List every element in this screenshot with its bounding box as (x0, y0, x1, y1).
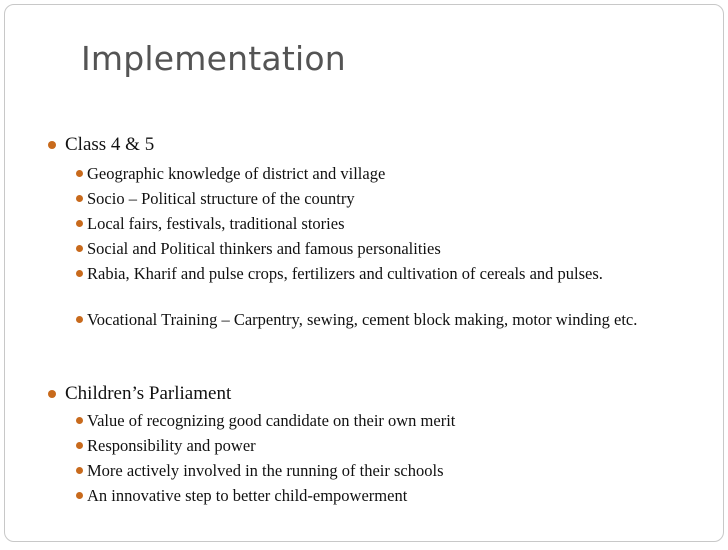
bullet-icon (48, 141, 56, 149)
bullet-icon (76, 316, 83, 323)
slide (4, 4, 724, 542)
bullet-icon (76, 170, 83, 177)
list-item: Local fairs, festivals, traditional stories (87, 214, 345, 233)
list-item: Responsibility and power (87, 436, 256, 455)
list-item: An innovative step to better child-empowerment (87, 486, 408, 505)
list-item: More actively involved in the running of their schools (87, 461, 444, 480)
list-item: Geographic knowledge of district and village (87, 164, 386, 183)
section-heading-childrens-parliament: Children’s Parliament (65, 383, 232, 404)
list-item: Socio – Political structure of the country (87, 189, 355, 208)
bullet-icon (76, 417, 83, 424)
list-item: Rabia, Kharif and pulse crops, fertilizers and cultivation of cereals and pulses. (87, 264, 603, 283)
bullet-icon (76, 442, 83, 449)
bullet-icon (48, 390, 56, 398)
section-heading-class-4-5: Class 4 & 5 (65, 134, 155, 155)
slide-title: Implementation (81, 39, 346, 78)
bullet-icon (76, 467, 83, 474)
bullet-icon (76, 492, 83, 499)
bullet-icon (76, 195, 83, 202)
list-item: Social and Political thinkers and famous personalities (87, 239, 441, 258)
bullet-icon (76, 245, 83, 252)
list-item: Value of recognizing good candidate on their own merit (87, 411, 456, 430)
list-item: Vocational Training – Carpentry, sewing, cement block making, motor winding etc. (87, 310, 638, 329)
bullet-icon (76, 220, 83, 227)
bullet-icon (76, 270, 83, 277)
